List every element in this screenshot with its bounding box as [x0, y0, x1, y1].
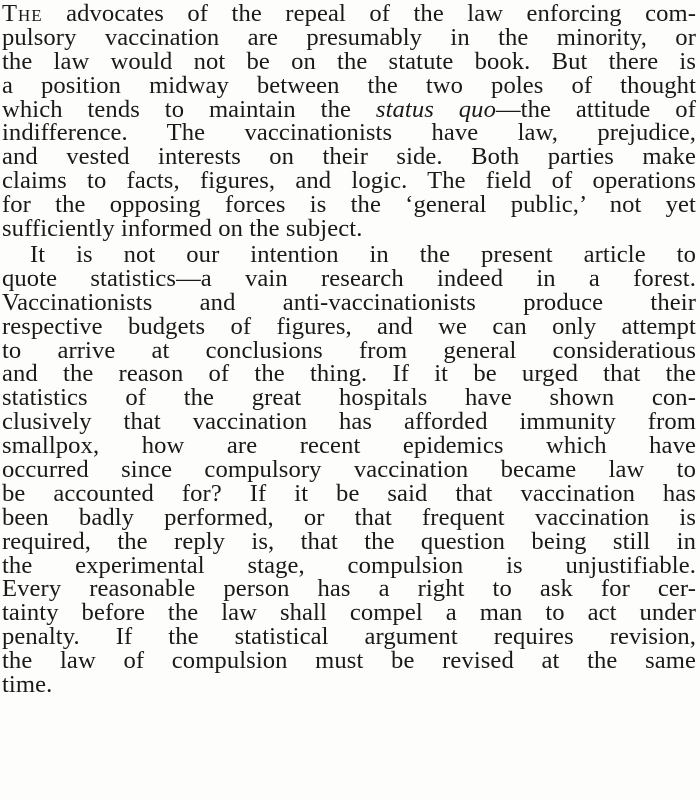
paragraph-1 — [2, 2, 696, 241]
text-line: be accounted for? If it be said that vaccination has — [2, 479, 696, 507]
text-line: indifference. The vaccinationists have law, prejudice, — [2, 119, 696, 147]
text-line — [2, 95, 696, 123]
line-text: which tends to maintain the — [2, 95, 376, 123]
text-line: tainty before the law shall compel a man to act under — [2, 599, 696, 627]
text-line: and vested interests on their side. Both parties make — [2, 143, 696, 171]
text-line: smallpox, how are recent epidemics which have — [2, 432, 696, 460]
text-line: It is not our intention in the present article to — [30, 241, 696, 268]
text-line: occurred since compulsory vaccination became law to — [2, 456, 696, 484]
text-line: sufficiently informed on the subject. — [2, 215, 363, 243]
text-line: the experimental stage, compulsion is unjustifiable. — [2, 551, 696, 579]
text-line: been badly performed, or that frequent vaccination is — [2, 503, 696, 531]
line-text: advocates of the repeal of the law enforcing com- — [42, 0, 696, 27]
paragraph-2 — [2, 243, 696, 697]
text-line: statistics of the great hospitals have shown con- — [2, 384, 696, 412]
text-line: clusively that vaccination has afforded immunity from — [2, 408, 696, 436]
text-line: a position midway between the two poles of thought — [2, 71, 696, 99]
text-line: and the reason of the thing. If it be urged that the — [2, 360, 696, 388]
line-text: —the attitude of — [495, 95, 696, 123]
text-line: respective budgets of figures, and we can only attempt — [2, 312, 696, 340]
text-line: time. — [2, 671, 53, 699]
italic-phrase: status quo — [375, 95, 496, 123]
text-line: Every reasonable person has a right to ask for cer- — [2, 575, 696, 603]
text-line: Vaccinationists and anti-vaccinationists produce their — [2, 288, 696, 316]
text-line — [2, 2, 696, 26]
text-line: to arrive at conclusions from general consideratious — [2, 336, 696, 364]
text-line: the law of compulsion must be revised at the same — [2, 647, 696, 675]
text-line: required, the reply is, that the question being still in — [2, 527, 696, 555]
text-line: quote statistics—a vain research indeed in a forest. — [2, 264, 696, 292]
text-line: pulsory vaccination are presumably in the minority, or — [2, 23, 696, 51]
text-line: the law would not be on the statute book. But there is — [2, 47, 696, 75]
drop-lead-word: The — [2, 0, 43, 27]
text-line: claims to facts, figures, and logic. The field of operations — [2, 167, 696, 195]
text-line: for the opposing forces is the ‘general public,’ not yet — [2, 191, 696, 219]
text-line: penalty. If the statistical argument requires revision, — [2, 623, 696, 651]
